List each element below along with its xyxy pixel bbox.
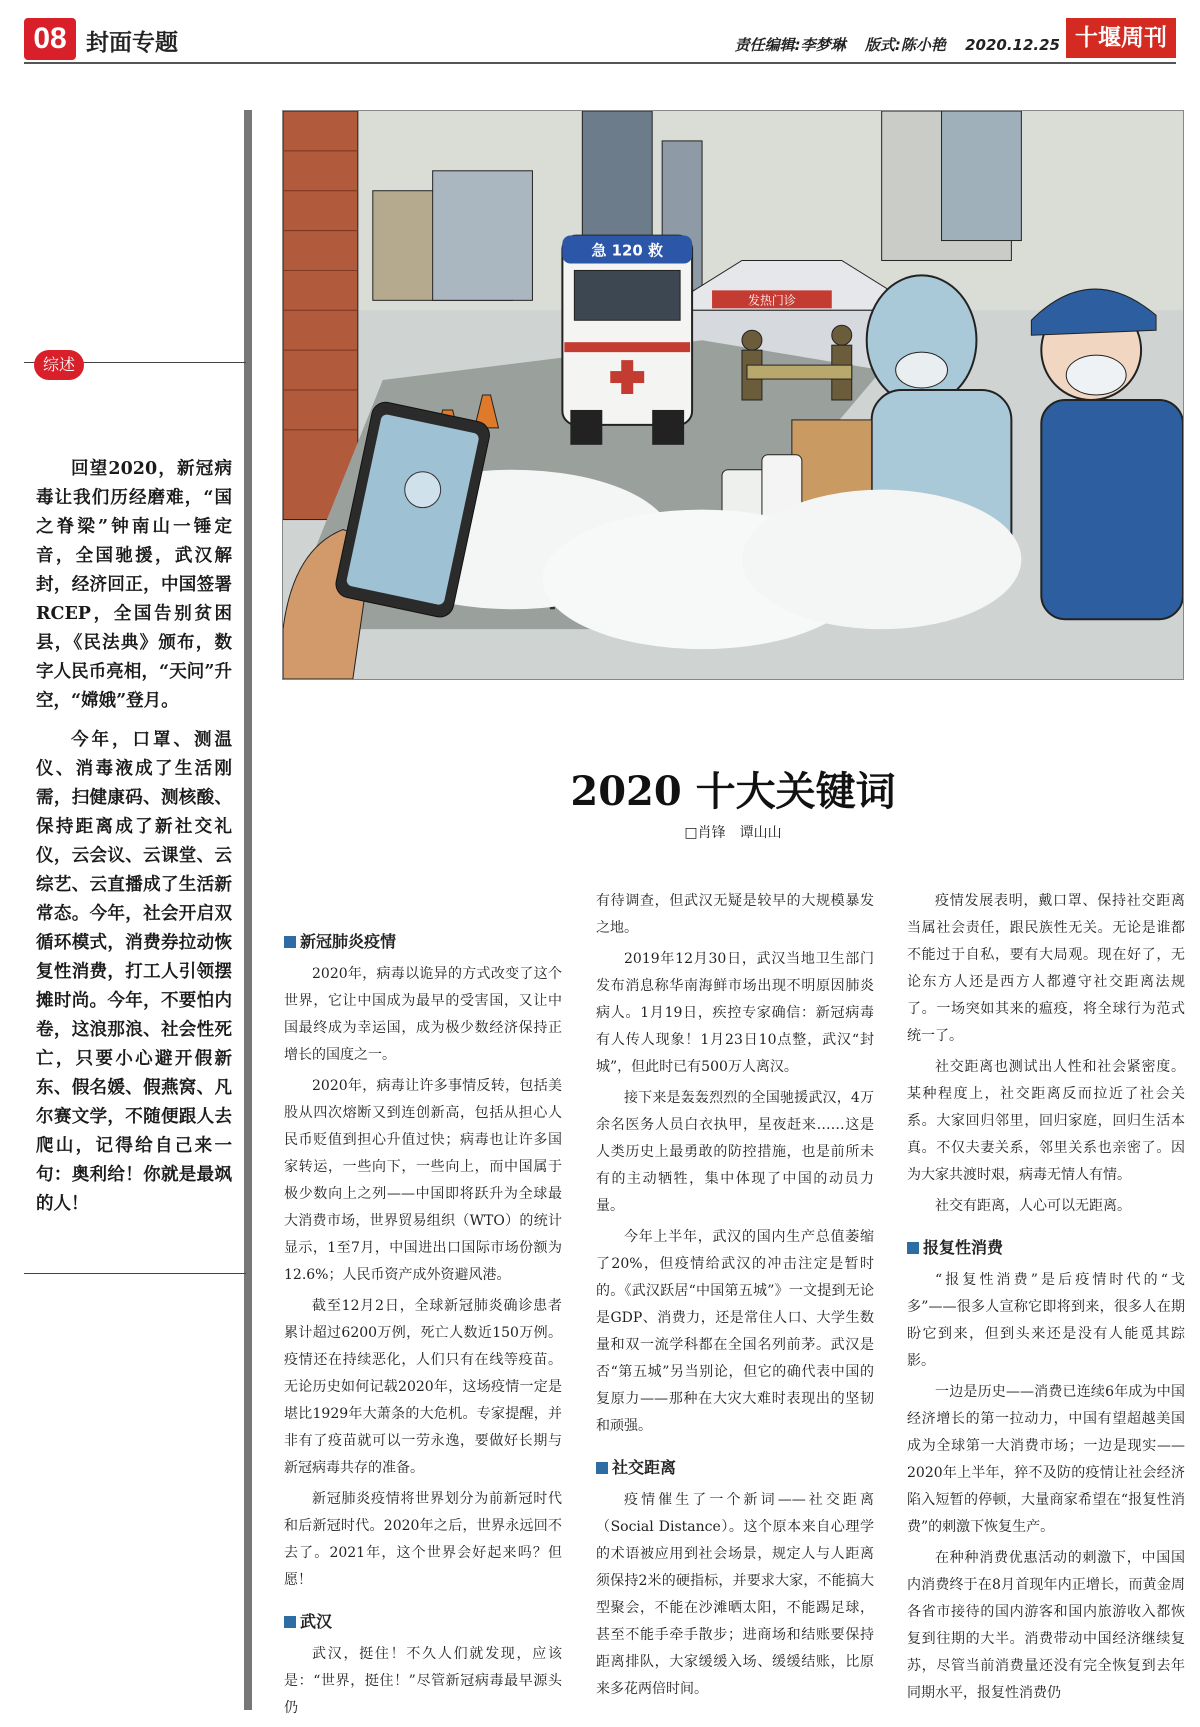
article-column-2: [596, 888, 874, 1707]
subhead-square-icon: [284, 936, 296, 948]
paragraph: “报复性消费”是后疫情时代的“戈多”——很多人宣称它即将到来，很多人在期盼它到来，但到头来还是没有人能觅其踪影。: [907, 1272, 1185, 1369]
subhead: [284, 1608, 562, 1635]
article-title: 2020 十大关键词: [570, 768, 896, 815]
sidebar-paragraph: 回望2020，新冠病毒让我们历经磨难，“国之脊梁”钟南山一锤定音，全国驰援，武汉解封，经济回正，中国签署RCEP，全国告别贫困县，《民法典》颁布，数字人民币亮相，“天问”升空，“嫦娥”登月。: [36, 459, 232, 711]
article-column-3: [907, 888, 1185, 1711]
sidebar-summary: [36, 455, 232, 1229]
paragraph: 社交距离也测试出人性和社会紧密度。某种程度上，社交距离反而拉近了社会关系。大家回归邻里，回归家庭，回归生活本真。不仅夫妻关系，邻里关系也亲密了。因为大家共渡时艰，病毒无情人有情。: [907, 1059, 1185, 1183]
subhead-text: 报复性消费: [923, 1238, 1004, 1257]
section-title: 封面专题: [86, 30, 178, 56]
paragraph: 有待调查，但武汉无疑是较早的大规模暴发之地。: [596, 893, 874, 936]
paragraph: 在种种消费优惠活动的刺激下，中国国内消费终于在8月首现年内正增长，而黄金周各省市接待的国内游客和国内旅游收入都恢复到往期的大半。消费带动中国经济继续复苏，尽管当前消费量还没有完全恢复到去年同期水平，报复性消费仍: [907, 1550, 1185, 1701]
credits-line: [735, 34, 1060, 55]
article-column-1: [284, 914, 562, 1726]
subhead-text: 社交距离: [612, 1458, 677, 1477]
paragraph: 今年上半年，武汉的国内生产总值萎缩了20%，但疫情给武汉的冲击注定是暂时的。《武汉跃居“中国第五城”》一文提到无论是GDP、消费力，还是常住人口、大学生数量和双一流学科都在全国名列前茅。武汉是否“第五城”另当别论，但它的确代表中国的复原力——那种在大灾大难时表现出的坚韧和顽强。: [596, 1229, 874, 1434]
illustration-svg: [283, 111, 1183, 679]
subhead: [596, 1454, 874, 1481]
subhead: [907, 1234, 1185, 1261]
article-byline: □肖锋 谭山山: [684, 825, 782, 841]
sidebar-label: 综述: [34, 350, 84, 380]
subhead-square-icon: [596, 1462, 608, 1474]
paragraph: 新冠肺炎疫情将世界划分为前新冠时代和后新冠时代。2020年之后，世界永远回不去了。2021年，这个世界会好起来吗？但愿！: [284, 1491, 562, 1588]
issue-date: 2020.12.25: [965, 36, 1060, 54]
editor-credit: 责任编辑:李梦琳: [734, 36, 846, 54]
paragraph: 武汉，挺住！不久人们就发现，应该是：“世界，挺住！”尽管新冠病毒最早源头仍: [284, 1646, 562, 1716]
layout-credit: 版式:陈小艳: [864, 36, 946, 54]
paragraph: 社交有距离，人心可以无距离。: [935, 1198, 1131, 1214]
paragraph: 疫情发展表明，戴口罩、保持社交距离当属社会责任，跟民族性无关。无论是谁都不能过于自私，要有大局观。现在好了，无论东方人还是西方人都遵守社交距离法规了。一场突如其来的瘟疫，将全球行为范式统一了。: [907, 893, 1185, 1044]
paragraph: 一边是历史——消费已连续6年成为中国经济增长的第一拉动力，中国有望超越美国成为全球第一大消费市场；一边是现实——2020年上半年，猝不及防的疫情让社会经济陷入短暂的停顿，大量商家希望在“报复性消费”的刺激下恢复生产。: [907, 1384, 1185, 1535]
subhead-text: 武汉: [300, 1612, 333, 1631]
paragraph: 接下来是轰轰烈烈的全国驰援武汉，4万余名医务人员白衣执甲，星夜赶来……这是人类历史上最勇敢的防控措施，也是前所未有的主动牺牲，集中体现了中国的动员力量。: [596, 1090, 874, 1214]
subhead-square-icon: [284, 1616, 296, 1628]
paragraph: 2019年12月30日，武汉当地卫生部门发布消息称华南海鲜市场出现不明原因肺炎病人。1月19日，疾控专家确信：新冠病毒有人传人现象！1月23日10点整，武汉“封城”，但此时已有500万人离汉。: [596, 951, 874, 1075]
header-divider: [24, 62, 1176, 64]
page-number-badge: 08: [24, 18, 76, 60]
sidebar-paragraph: 今年，口罩、测温仪、消毒液成了生活刚需，扫健康码、测核酸、保持距离成了新社交礼仪，云会议、云课堂、云综艺、云直播成了生活新常态。今年，社会开启双循环模式，消费券拉动恢复性消费，打工人引领摆摊时尚。今年，不要怕内卷，这浪那浪、社会性死亡，只要小心避开假新东、假名媛、假燕窝、凡尔赛文学，不随便跟人去爬山，记得给自己来一句：奥利给！你就是最飒的人！: [36, 730, 232, 1214]
tent-sign-text: 发热门诊: [747, 293, 796, 308]
paragraph: 疫情催生了一个新词——社交距离（Social Distance）。这个原本来自心理学的术语被应用到社会场景，规定人与人距离须保持2米的硬指标，并要求大家，不能搞大型聚会，不能在沙滩晒太阳，不能踢足球，甚至不能手牵手散步；进商场和结账要保持距离排队，大家缓缓入场、缓缓结账，比原来多花两倍时间。: [596, 1492, 874, 1697]
subhead: [284, 928, 562, 955]
ambulance-label: 急 120 救: [591, 241, 663, 260]
paragraph: 截至12月2日，全球新冠肺炎确诊患者累计超过6200万例，死亡人数近150万例。疫情还在持续恶化，人们只有在线等疫苗。无论历史如何记载2020年，这场疫情一定是堪比1929年大萧条的大危机。专家提醒，并非有了疫苗就可以一劳永逸，要做好长期与新冠病毒共存的准备。: [284, 1298, 562, 1476]
subhead-square-icon: [907, 1242, 919, 1254]
paragraph: 2020年，病毒以诡异的方式改变了这个世界，它让中国成为最早的受害国，又让中国最终成为幸运国，成为极少数经济保持正增长的国度之一。: [284, 966, 562, 1063]
paragraph: 2020年，病毒让许多事情反转，包括美股从四次熔断又到连创新高，包括从担心人民币贬值到担心升值过快；病毒也让许多国家转运，一些向下，一些向上，而中国属于极少数向上之列——中国即将跃升为全球最大消费市场，世界贸易组织（WTO）的统计显示，1至7月，中国进出口国际市场份额为12.6%；人民币资产成外资避风港。: [284, 1078, 562, 1283]
newspaper-name: 十堰周刊: [1066, 18, 1176, 58]
subhead-text: 新冠肺炎疫情: [300, 932, 397, 951]
cover-illustration: [282, 110, 1184, 680]
